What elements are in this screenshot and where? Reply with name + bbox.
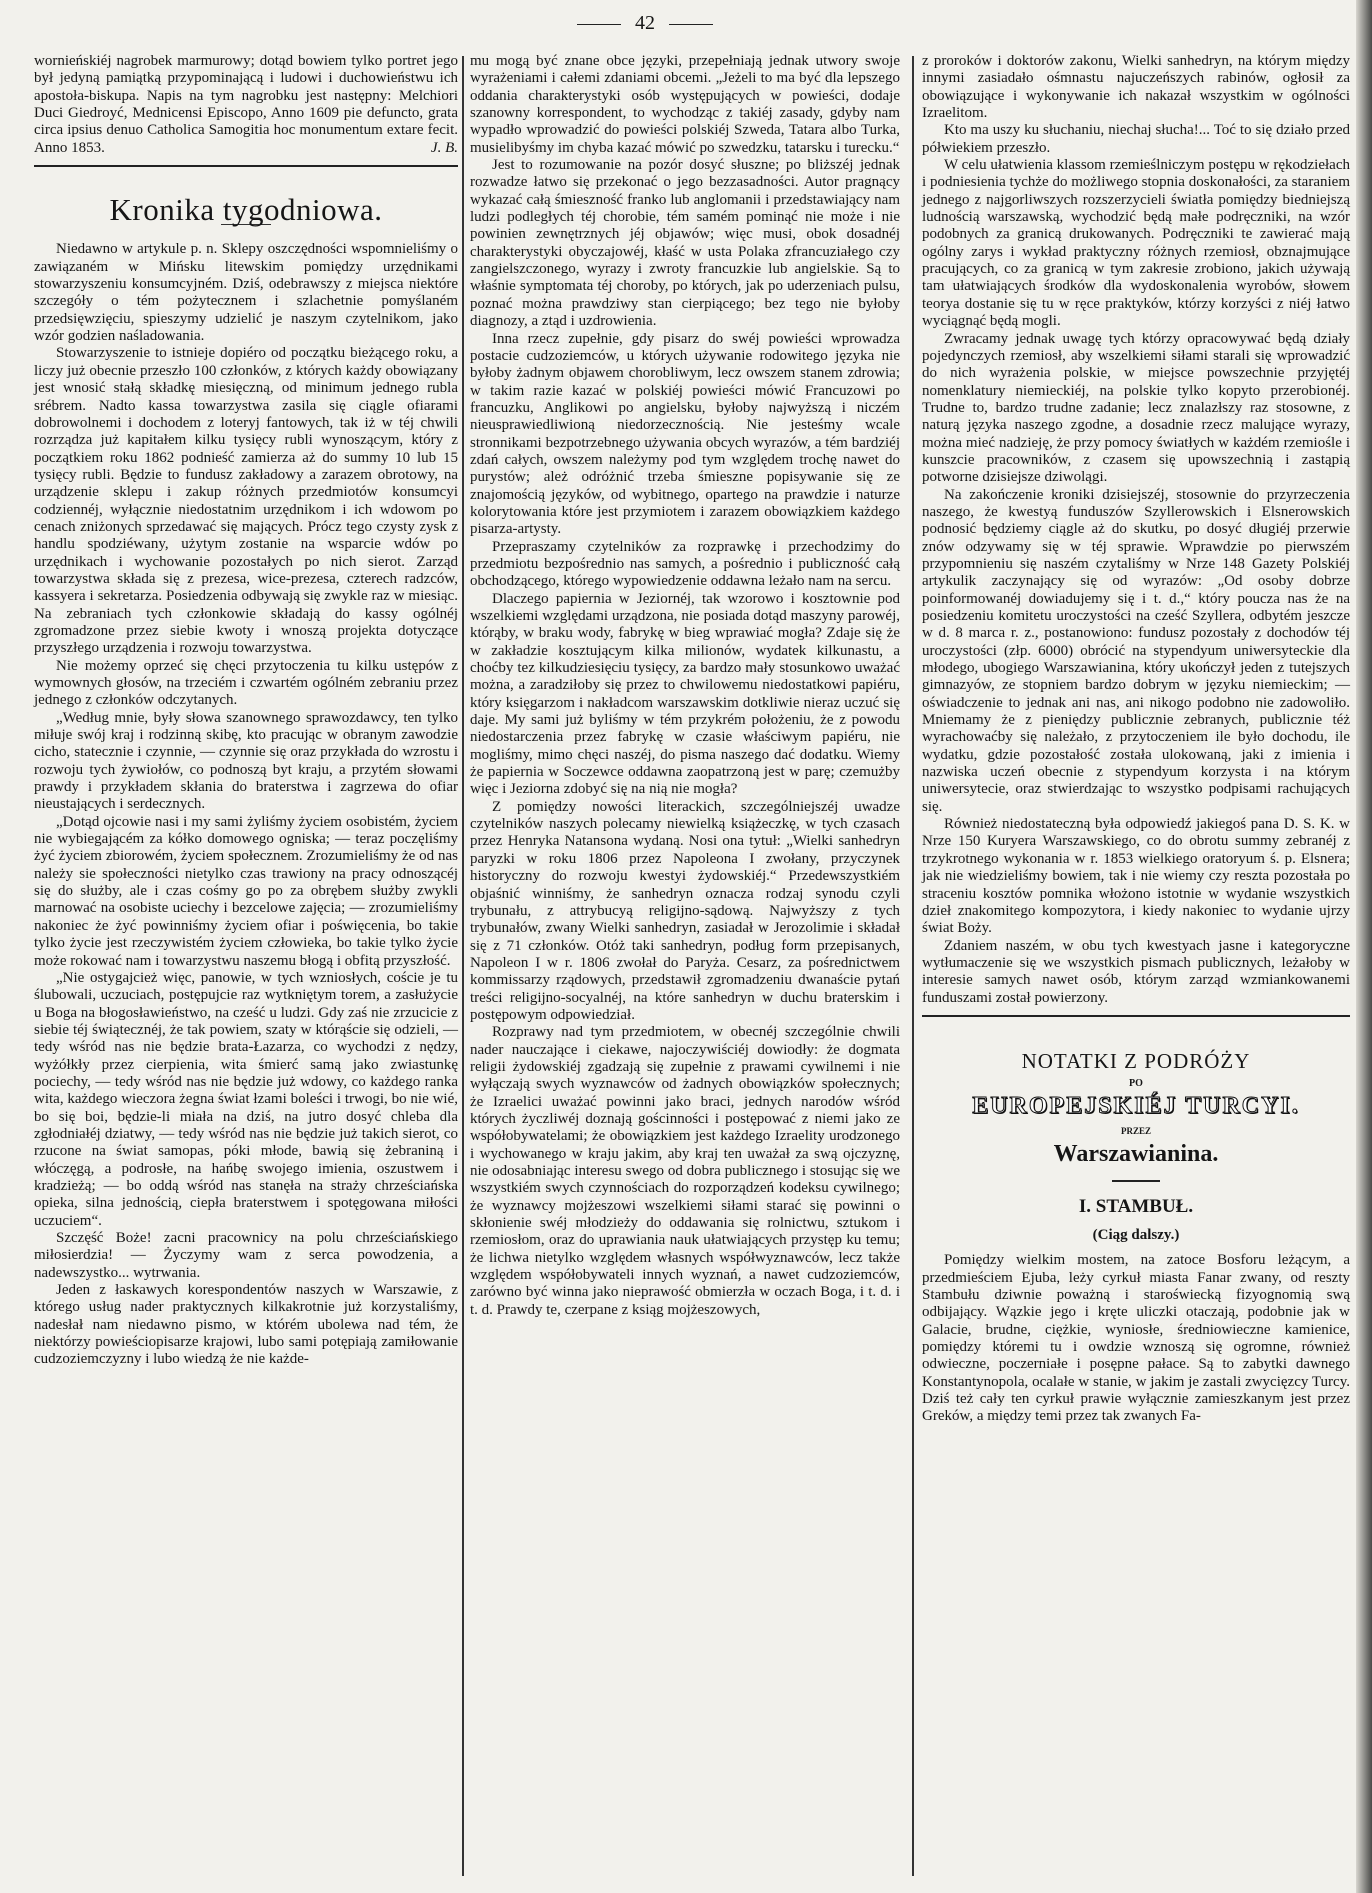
paragraph — [34, 53, 458, 157]
paragraph: Z pomiędzy nowości literackich, szczególniejszéj uwadze czytelników naszych polecamy niewielką książeczkę, w tych czasach przez Henryka Natansona wydaną. Nosi ona tytuł: „Wielki sanhedryn paryzki w roku 1806 przez Napoleona I zwołany, przyczynek historyczny do rozwoju kwestyi żydowskiéj.“ Przedewszystkiém objaśnić winniśmy, że sanhedryn oznacza rodzaj synodu czyli trybunału, z attrybucyą religijno-sądową. Najwyższy z tych trybunałów, zwany Wielki sanhedryn, zasiadał w Jerozolimie i składał się z 71 członków. Otóż taki sanhedryn, podług form przepisanych, Napoleon I w r. 1806 zwołał do Paryża. Cesarz, za pośrednictwem kommissarzy rządowych, przedstawił zgromadzeniu dwanaście pytań treści religijno-socyalnéj, na które sanhedryn w duchu braterskim i postępowym odpowiedział. — [470, 798, 900, 1023]
feature-header — [922, 1048, 1350, 1244]
feature-title: NOTATKI Z PODRÓŻY — [1021, 1048, 1251, 1073]
column-1 — [34, 53, 458, 1369]
paragraph: Zwracamy jednak uwagę tych którzy opracowywać będą działy pojedynczych rzemiosł, aby wszelkiemi siłami starali się wprowadzić do nich wyrażenia polskie, w miejsce powszechnie przyjętéj nomenklatury niemieckiéj, na polskie tylko kopyto przerobionéj. Trudne to, bardzo trudne zadanie; lecz znalazłszy raz stosowne, z naturą języka naszego zgodne, a dosadnie rzecz malujące wyrazy, można mieć nadzieję, że przy pomocy światłych w każdém rzemiośle i kunszcie pracowników, z czasem się upowszechnią i zastąpią potworne dzisiejsze dziwolągi. — [922, 330, 1350, 486]
continued-note: (Ciąg dalszy.) — [1092, 1226, 1180, 1243]
section-rule — [922, 1015, 1350, 1017]
page-number — [0, 12, 1290, 35]
paragraph: Rozprawy nad tym przedmiotem, w obecnéj szczególnie chwili nader nauczające i ciekawe, najoczywiściéj dowiodły: że dogmata religii żydowskiéj zgadzają się zupełnie z prawami cywilnemi i nie wyłączają swych wyznawców od żadnych obowiązków społecznych; że Izraelici uważać powinni jako braci, jednych narodów wśród których życzliwéj doznają gościnności i postępować z niemi jako ze współobywatelami; że obowiązkiem jest każdego Izraelity urodzonego i wychowanego w kraju jakim, aby kraj ten uważał za swą ojczyznę, nie odosabniając interesu swego od dobra publicznego i stosując się we wszystkiém swych czynnościach do rozporządzeń kodeksu cywilnego; że wyznawcy mojżeszowi wszelkiemi siłami starać się powinni o skłonienie swéj młodzieży do oddawania się rolnictwu, sztukom i rzemiosłom, oraz do uprawiania nauk ułatwiających przystęp ku temu; że lichwa nietylko względem własnych współwyznawców, lecz także względem współobywateli innych wyznań, a nawet cudzoziemców, zarówno być winna jako nieprawość obmierzła w oczach Boga, i t. d. i t. d. Prawdy te, czerpane z ksiąg mojżeszowych, — [470, 1024, 900, 1318]
feature-title-ornamental: EUROPEJSKIÉJ TURCYI. — [972, 1092, 1300, 1119]
scan-edge — [1356, 0, 1372, 1893]
paragraph: W celu ułatwienia klassom rzemieślniczym postępu w rękodziełach i podniesienia tychże do możliwego stopnia doskonałości, za staraniem jednego z najgorliwszych rozszerzycieli światła pomiędzy biedniejszą ludnością warszawską, wychodzić będą małe podręczniki, na wzór podobnych za granicą drukowanych. Podręczniki te zawierać mają ogólny zarys i wykład praktyczny różnych rzemiosł, obznajmujące pracujących, co za granicą w tym zakresie zrobiono, jakich używają tam ułatwiających środków dla wydoskonalenia wyrobów, słowem teorya dostanie się tu w ręce praktyków, którzy korzyści z niéj łatwo wyciągnąć będą mogli. — [922, 157, 1350, 330]
paragraph: z proroków i doktorów zakonu, Wielki sanhedryn, na którym między innymi zasiadało ośmnastu najuczeńszych rabinów, ogłosił za obowiązujące i wykonywanie ich nakazał wszystkim w ogólności Izraelitom. — [922, 53, 1350, 122]
paragraph-text: wornieńskiéj nagrobek marmurowy; dotąd bowiem tylko portret jego był jedyną pamiątką przypominającą i ludowi i duchowieństwu ich apostoła-biskupa. Napis na tym nagrobku jest następny: Melchiori Duci Giedroyć, Mednicensi Episcopo, Anno 1609 pie defuncto, grata circa ipsius denuo Catholica Samogitia hoc monumentum extare fecit. Anno 1853. — [34, 53, 458, 156]
paragraph: Kto ma uszy ku słuchaniu, niechaj słucha!... Toć to się działo przed półwiekiem przeszło. — [922, 122, 1350, 156]
paragraph: Przepraszamy czytelników za rozprawkę i przechodzimy do przedmiotu bezpośrednio nas samych, a pośrednio i publiczność całą obchodzącego, którego wypowiedzenie oddawna leżało nam na sercu. — [470, 538, 900, 590]
paragraph: Stowarzyszenie to istnieje dopiéro od początku bieżącego roku, a liczy już obecnie przeszło 100 członków, z których każdy obowiązany jest wnosić stałą składkę miesięczną, od minimum jednego rubla srébrem. Nadto kassa towarzystwa zasila się ciągle ofiarami dobrowolnemi i dochodem z loteryj fantowych, tak iż w téj chwili rozrządza już kapitałem kilku tysięcy rubli wynoszącym, który z początkiem roku 1862 podnieść zamierza aż do summy 10 lub 15 tysięcy rubli. Będzie to fundusz zakładowy a zarazem obrotowy, na urządzenie sklepu i zakup różnych przedmiotów konsumcyi codziennéj, wyłącznie niedostatnim urzędnikom i ich wdowom po cenach zniżonych sprzedawać się mających. Prócz tego czysty zysk z handlu spodziéwany, użytym zostanie na wsparcie wdów po urzędnikach i wychowanie pozostałych po nich sierot. Zarząd towarzystwa składa się z prezesa, wice-prezesa, czterech radzców, kassyera i sekretarza. Posiedzenia odbywają się zwykle raz w miesiąc. Na zebraniach tych członkowie składają do kassy ogólnéj zgromadzone przez siebie kwoty i wnoszą projekta dotyczące przyszłego urządzenia i rozwoju towarzystwa. — [34, 345, 458, 657]
paragraph: „Nie ostygajcież więc, panowie, w tych wzniosłych, coście je tu ślubowali, uczuciach, postępujcie raz wytkniętym torem, a zasłużycie u Boga na błogosławieństwo, na cześć u ludzi. Gdy zaś nie zrzucicie z siebie téj świątecznéj, że tak powiem, szaty w którąście się odzieli, — tedy wśród nas nie będzie brata-Łazarza, co wychodzi z nędzy, wyżółkły przez cierpienia, wita śmierć samą jako zwiastunkę pociechy, — tedy wśród nas nie będzie już wdowy, co każdego ranka wita, każdego wieczora żegna świat łzami boleści i trwogi, bo nie wié, bo się boi, będzie-li miała na dziś, na jutro dosyć chleba dla zgłodniałéj dziatwy, — tedy wśród nas nie będzie już takich sierot, co rzucone na świat samopas, póki młode, bawią się żebraniną i włóczęgą, a podrosłe, na hańbę swojego imienia, oszustwem i kradzieżą; — bo oddą wśród nas stanęła na straży chrześciańska opieka, silna jednością, ciepła braterstwem i spotęgowana miłości uczuciem“. — [34, 969, 458, 1229]
column-3 — [922, 53, 1350, 1426]
chapter-title: I. STAMBUŁ. — [1078, 1195, 1194, 1217]
paragraph: mu mogą być znane obce języki, przepełniają jednak utwory swoje wyrażeniami i całemi zdaniami obcemi. „Jeżeli to ma być dla lepszego oddania charakterystyki osób występujących w powieści, dodaje szanowny korrespondent, to wychodząc z takiéj zasady, gdyby nam wypadło wprowadzić do powieści polskiéj Szweda, Tatara albo Turka, musielibyśmy im chyba kazać mówić po szwedzku, tatarsku i turecku.“ — [470, 53, 900, 156]
paragraph: „Według mnie, były słowa szanownego sprawozdawcy, ten tylko miłuje swój kraj i rodzinną skibę, kto pracując w obranym zawodzie cicho, statecznie i czynnie, — czynnie się oraz przykłada do wzrostu i rozwoju tych żywiołów, co podnoszą byt kraju, a przytém słowami prawdy i przykładem skłania do braterstwa i zagrzewa do ofiar nieustających i serdecznych. — [34, 709, 458, 813]
paragraph: Inna rzecz zupełnie, gdy pisarz do swéj powieści wprowadza postacie cudzoziemców, u których używanie rodowitego języka nie byłoby żadnym objawem chorobliwym, lecz owszem stanem zdrowia; w takim razie kazać w polskiéj powieści mówić Francuzowi po francuzku, Anglikowi po angielsku, byłoby najwyższą i niczém nieusprawiedliwioną niedorzecznością. Nie jesteśmy wcale stronnikami bezpotrzebnego używania obcych wyrazów, a tém bardziéj zdań całych, owszem należymy pod tym względem trochę nawet do purystów; ależ odróżnić trzeba śmieszne popisywanie się ze znajomością języków, od wybitnego, opartego na prawdzie i naturze kolorytowania które jest przymiotem i zarazem obowiązkiem każdego pisarza-artysty. — [470, 330, 900, 538]
signature: J. B. — [430, 139, 458, 156]
section-rule — [34, 165, 458, 167]
section-title: Kronika tygodniowa. — [109, 192, 383, 228]
rule-left — [577, 24, 621, 25]
paragraph: „Dotąd ojcowie nasi i my sami żyliśmy życiem osobistém, życiem nie wybiegającém za kółko domowego ogniska; — teraz poczęliśmy żyć życiem zbiorowém, życiem społecznem. Zrozumieliśmy że od nas należy sie społeczności nietylko czas trawiony na pracy odnoszącéj się do służby, ale i czas cośmy go po za obrębem służby zwykli marnować na osobiste uciechy i bezcelowe zajęcia; — zrozumieliśmy nakoniec że żyć powinniśmy życiem ofiar i poświęcenia, bo takie tylko życie jest rzeczywistém życiem człowieka, bo takie tylko życie może rokować nam i towarzystwu naszemu błogą i obfitą przyszłość. — [34, 813, 458, 969]
feature-connector: PO — [1129, 1078, 1143, 1090]
column-2 — [470, 53, 900, 1319]
column-divider — [462, 56, 464, 1876]
page-number-text: 42 — [635, 12, 655, 34]
paragraph: Również niedostateczną była odpowiedź jakiegoś pana D. S. K. w Nrze 150 Kuryera Warszawskiego, co do obrotu summy zebranéj z trzykrotnego wykonania w r. 1853 wielkiego oratoryum ś. p. Elsnera; jak nie wiedzieliśmy bowiem, tak i nie wiemy czy reszta pozostała po straceniu kosztów pomnika włożono istotnie w wydanie wszystkich dzieł znakomitego kompozytora, i kiedy nakoniec to wydanie ujrzy świat Boży. — [922, 816, 1350, 937]
paragraph: Szczęść Boże! zacni pracownicy na polu chrześciańskiego miłosierdzia! — Życzymy wam z serca powodzenia, a nadewszystko... wytrwania. — [34, 1230, 458, 1281]
title-dash — [1112, 1180, 1160, 1182]
paragraph: Jest to rozumowanie na pozór dosyć słuszne; po bliższéj jednak rozwadze łatwo się przekonać o jego bezzasadności. Autor pragnący wykazać całą śmieszność franko lub anglomanii i przedstawiający nam ludzi podległych téj chorobie, tém samém pominąć nie może i nie powinien zewnętrznych jéj objawów; więc musi, obok dosadnéj charakterystyki obyczajowéj, kłaść w usta Polaka zfrancuziałego czy zangielszczonego, wyrazy i zwroty francuzkie lub angielskie. Są to właśnie symptomata téj choroby, po których, jak po uderzeniach pulsu, poznać można prawdziwy stan cierpiącego; bez tego nie byłoby diagnozy, a ztąd i uzdrowienia. — [470, 157, 900, 330]
column-divider — [912, 56, 914, 1876]
paragraph: Na zakończenie kroniki dzisiejszéj, stosownie do przyrzeczenia naszego, że kwestyą funduszów Szyllerowskich i Elsnerowskich podnosić będziemy ciągle aż do skutku, po dosyć długiéj przerwie znów odzywamy się w téj sprawie. Wprawdzie po pierwszém przypomnieniu się naszém czytaliśmy w Nrze 148 Gazety Polskiéj artykulik zaczynający się od wyrazów: „Od osoby dobrze poinformowanéj dowiadujemy się i t. d.,“ który poucza nas że na posiedzeniu komitetu uroczystości na cześć Szyllera, odbytém jeszcze w d. 8 marca r. z., postanowiono: fundusz pozostały z dochodów téj uroczystości (złp. 6000) obrócić na stypendyum uniwersyteckie dla młodego, ubogiego Warszawianina, który ukończył jeden z tutejszych gimnazyów, ze stopniem bardzo dobrym w języku niemieckim; — oświadczenie to jednak ani nas, ani nikogo podobno nie zadowoliło. Mniemamy że z pieniędzy publicznie zebranych, publicznie téż wyrachowaćby się należało, z przytoczeniem ile było dochodu, ile wydatku, gdzie pozostałość została ulokowaną, jaki z imienia i nazwiska uczeń obecnie z stypendyum korzysta i na którym uniwersytecie, oraz stwierdzając to wszystko podpisami rachujących się. — [922, 486, 1350, 815]
paragraph: Niedawno w artykule p. n. Sklepy oszczędności wspomnieliśmy o zawiązaném w Mińsku litewskim pomiędzy urzędnikami stowarzyszeniu konsumcyjném. Dziś, odebrawszy z miejsca niektóre szczegóły o tém pożytecznem i szlachetnie pomyślaném przedsięwzięciu, spieszymy udzielić je naszym czytelnikom, jako wzór godzien naśladowania. — [34, 241, 458, 345]
paragraph: Dlaczego papiernia w Jeziornéj, tak wzorowo i kosztownie pod wszelkiemi względami urządzona, nie posiada dotąd maszyny parowéj, którąby, w braku wody, fabrykę w bieg wprawiać mogła? Zdaje się że w zakładzie kosztującym kilka milionów, wydatek kilkunastu, a choćby tez kilkudziesięciu tysięcy, za bardzo mały stosunkowo uważać można, a zaradziłoby się przez to chwilowemu niedostatkowi papiéru, który księgarzom i nakładcom warszawskim dotkliwie nieraz uczuć się daje. My sami już byliśmy w tém przykrém położeniu, że z powodu niedostarczenia przez fabrykę w czasie właściwym papiéru, nie mogliśmy, mimo chęci naszéj, do pisma naszego dać dodatku. Wiemy że papiernia w Soczewce oddawna zaopatrzoną jest w parę; czemużby więc i Jeziorna zdobyć się na nią nie mogła? — [470, 590, 900, 798]
rule-right — [669, 24, 713, 25]
feature-by: PRZEZ — [1120, 1125, 1151, 1136]
paragraph: Jeden z łaskawych korespondentów naszych w Warszawie, z którego usług nader praktycznych kilkakrotnie już korzystaliśmy, nadesłał nam niedawno pismo, w którém ubolewa nad tém, że niektórzy powieściopisarze krajowi, lubo sami potępiają zamiłowanie cudzoziemczyzny i lubo wiedzą że nie każde- — [34, 1282, 458, 1368]
feature-author: Warszawianina. — [1053, 1141, 1219, 1168]
paragraph: Nie możemy oprzeć się chęci przytoczenia tu kilku ustępów z wymownych głosów, na trzeciém i czwartém ogólném zebraniu przez jednego z członków odczytanych. — [34, 657, 458, 709]
paragraph: Pomiędzy wielkim mostem, na zatoce Bosforu leżącym, a przedmieściem Ejuba, leży cyrkuł miasta Fanar zwany, od reszty Stambułu dziwnie poważną i staroświecką fizyognomią swą odbijający. Wązkie jego i kręte uliczki otaczają, podobnie jak w Galacie, brudne, ciężkie, wyniosłe, średniowieczne kamienice, pomiędzy któremi tu i owdzie wznoszą się ogromne, również odwieczne, poczerniałe i posępne pałace. Są to zabytki dawnego Konstantynopola, ocalałe w stanie, w jakim je zastali zwycięzcy Turcy. Dziś też cały ten cyrkuł prawie wyłącznie zamieszkanym jest przez Greków, a między temi przez tak zwanych Fa- — [922, 1252, 1350, 1425]
paragraph: Zdaniem naszém, w obu tych kwestyach jasne i kategoryczne wytłumaczenie się we wszystkich pismach publicznych, leżałoby w interesie samych nawet osób, którym zarząd wzmiankowanemi funduszami został powierzony. — [922, 937, 1350, 1006]
